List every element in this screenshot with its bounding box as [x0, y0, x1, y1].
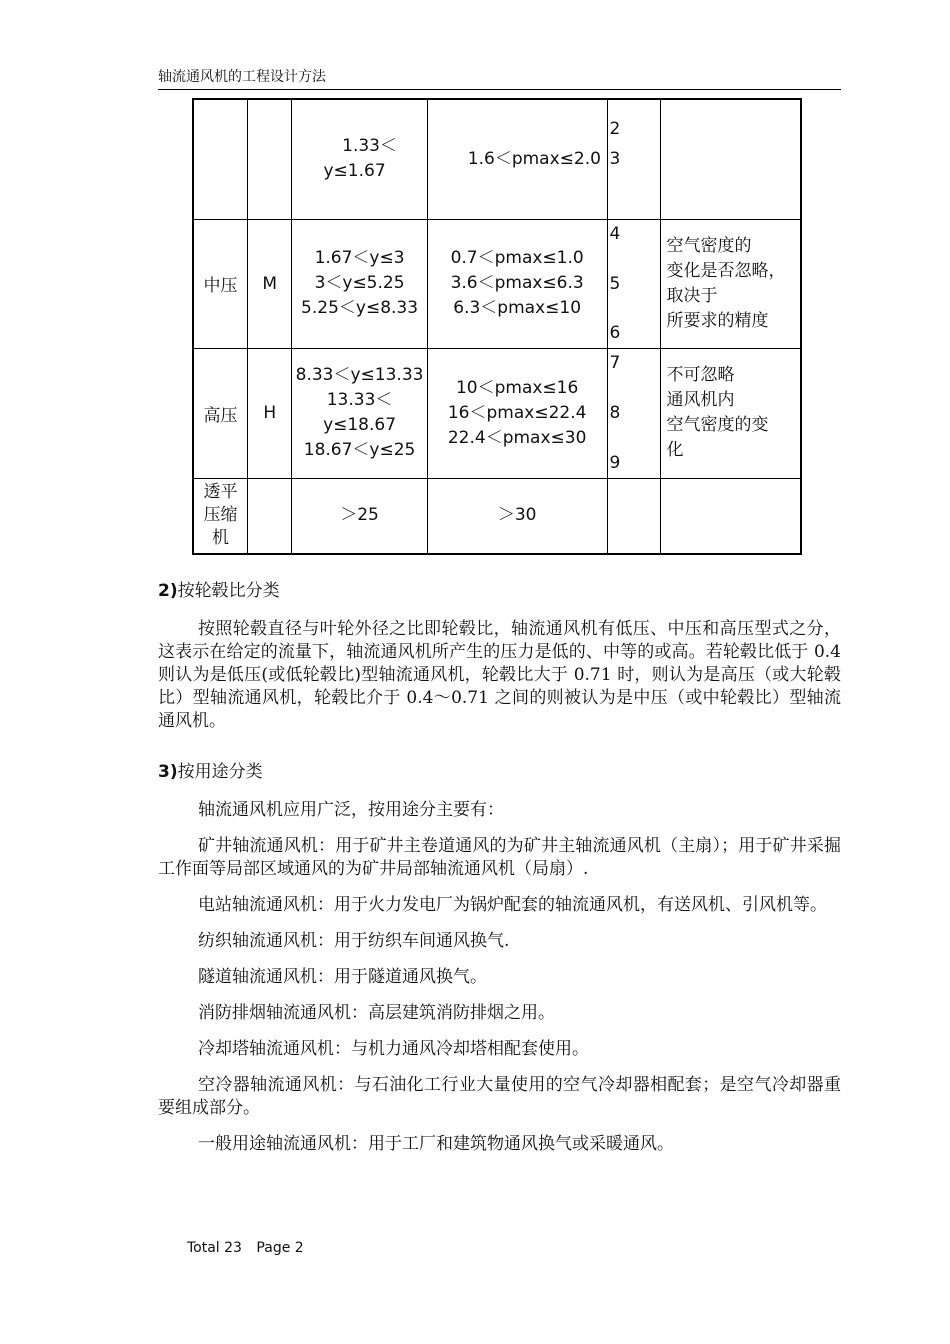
cell-code [248, 478, 292, 554]
name-line: 压缩 [203, 505, 238, 526]
paragraph: 电站轴流通风机：用于火力发电厂为锅炉配套的轴流通风机，有送风机、引风机等。 [198, 895, 827, 915]
y-line: 3＜y≤5.25 [314, 273, 405, 293]
note-line: 不可忽略 [666, 365, 735, 385]
num-line: 2 [609, 119, 621, 140]
cell-y [292, 219, 427, 348]
table-row [193, 348, 801, 478]
cell-nums [607, 348, 661, 478]
note-line: 空气密度的 [666, 235, 752, 256]
pmax-line: 22.4＜pmax≤30 [447, 427, 587, 448]
note-line: 通风机内 [666, 390, 735, 410]
y-line: y≤1.67 [323, 161, 386, 182]
name-line: 机 [212, 528, 230, 549]
page-header [158, 66, 841, 90]
header-title: 轴流通风机的工程设计方法 [158, 69, 326, 85]
cell-y [292, 99, 427, 219]
num-line: 9 [609, 453, 621, 473]
name-line: 透平 [203, 482, 238, 503]
section-heading [158, 580, 841, 608]
y-line: 1.67＜y≤3 [314, 248, 405, 268]
paragraph: 冷却塔轴流通风机：与机力通风冷却塔相配套使用。 [198, 1039, 589, 1059]
cell-name [193, 478, 248, 554]
cell-y [292, 348, 427, 478]
cell-note [661, 219, 801, 348]
pmax-line: 1.6＜pmax≤2.0 [467, 148, 601, 169]
pmax-line: 3.6＜pmax≤6.3 [450, 273, 584, 293]
cell-pmax [427, 219, 607, 348]
cell-code [248, 99, 292, 219]
classification-table [192, 98, 802, 555]
cell-pmax [427, 348, 607, 478]
paragraph: 隧道轴流通风机：用于隧道通风换气。 [198, 967, 487, 987]
y-line: 18.67＜y≤25 [303, 440, 416, 460]
cell-name [193, 99, 248, 219]
cell-code: H [248, 348, 292, 478]
cell-name: 中压 [193, 219, 248, 348]
section-number: 3) [158, 762, 178, 782]
y-line: 8.33＜y≤13.33 [295, 365, 424, 385]
num-line: 8 [609, 403, 621, 423]
note-line: 化 [666, 440, 684, 460]
cell-note [661, 348, 801, 478]
cell-nums [607, 478, 661, 554]
paragraph: 一般用途轴流通风机：用于工厂和建筑物通风换气或采暖通风。 [198, 1134, 674, 1154]
paragraph: 矿井轴流通风机：用于矿井主卷道通风的为矿井主轴流通风机（主扇）；用于矿井采掘工作面等局部区域通风的为矿井局部轴流通风机（局扇）. [158, 836, 841, 879]
total-pages: Total 23 [187, 1240, 242, 1256]
table-row [193, 99, 801, 219]
y-line: ＞25 [340, 505, 379, 526]
pmax-line: 0.7＜pmax≤1.0 [450, 248, 584, 268]
section-title: 按轮毂比分类 [177, 581, 280, 601]
y-line: y≤18.67 [323, 415, 397, 435]
cell-nums [607, 219, 661, 348]
cell-pmax [427, 99, 607, 219]
paragraph: 按照轮毂直径与叶轮外径之比即轮毂比，轴流通风机有低压、中压和高压型式之分，这表示在给定的流量下，轴流通风机所产生的压力是低的、中等的或高。若轮毂比低于 0.4 则认为是低压(或低轮毂比)型轴流通风机，轮毂比大于 0.71 时，则认为是高压（或大轮毂比）型轴流通风机，轮毂比介于 0.4～0.71 之间的则被认为是中压（或中轮毂比）型轴流通风机。 [158, 619, 841, 731]
page-footer [187, 1240, 314, 1256]
cell-note [661, 478, 801, 554]
num-line: 4 [609, 224, 621, 244]
y-line: 5.25＜y≤8.33 [301, 298, 419, 318]
cell-note [661, 99, 801, 219]
main-content [158, 580, 841, 1169]
pmax-line: ＞30 [497, 505, 537, 526]
table-row [193, 478, 801, 554]
page-number: Page 2 [256, 1240, 304, 1256]
note-line: 空气密度的变 [666, 415, 769, 435]
table-row [193, 219, 801, 348]
cell-code: M [248, 219, 292, 348]
note-line: 取决于 [666, 285, 718, 306]
section-number: 2) [158, 581, 178, 601]
cell-name: 高压 [193, 348, 248, 478]
cell-pmax [427, 478, 607, 554]
paragraph: 轴流通风机应用广泛，按用途分主要有： [198, 800, 504, 820]
pmax-line: 10＜pmax≤16 [455, 377, 579, 398]
y-line: 13.33＜ [326, 390, 393, 410]
num-line: 5 [609, 273, 621, 294]
num-line: 7 [609, 353, 621, 373]
cell-nums [607, 99, 661, 219]
note-line: 所要求的精度 [666, 310, 769, 331]
note-line: 变化是否忽略， [666, 260, 786, 281]
paragraph: 空冷器轴流通风机：与石油化工行业大量使用的空气冷却器相配套；是空气冷却器重要组成部分。 [158, 1075, 841, 1118]
num-line: 3 [609, 149, 621, 170]
section-title: 按用途分类 [177, 762, 263, 782]
cell-y [292, 478, 427, 554]
pmax-line: 6.3＜pmax≤10 [453, 298, 582, 318]
num-line: 6 [609, 323, 621, 343]
paragraph: 纺织轴流通风机：用于纺织车间通风换气. [198, 931, 510, 951]
paragraph: 消防排烟轴流通风机：高层建筑消防排烟之用。 [198, 1003, 555, 1023]
y-line: 1.33＜ [342, 136, 397, 157]
pmax-line: 16＜pmax≤22.4 [447, 402, 587, 423]
section-heading [158, 761, 841, 789]
